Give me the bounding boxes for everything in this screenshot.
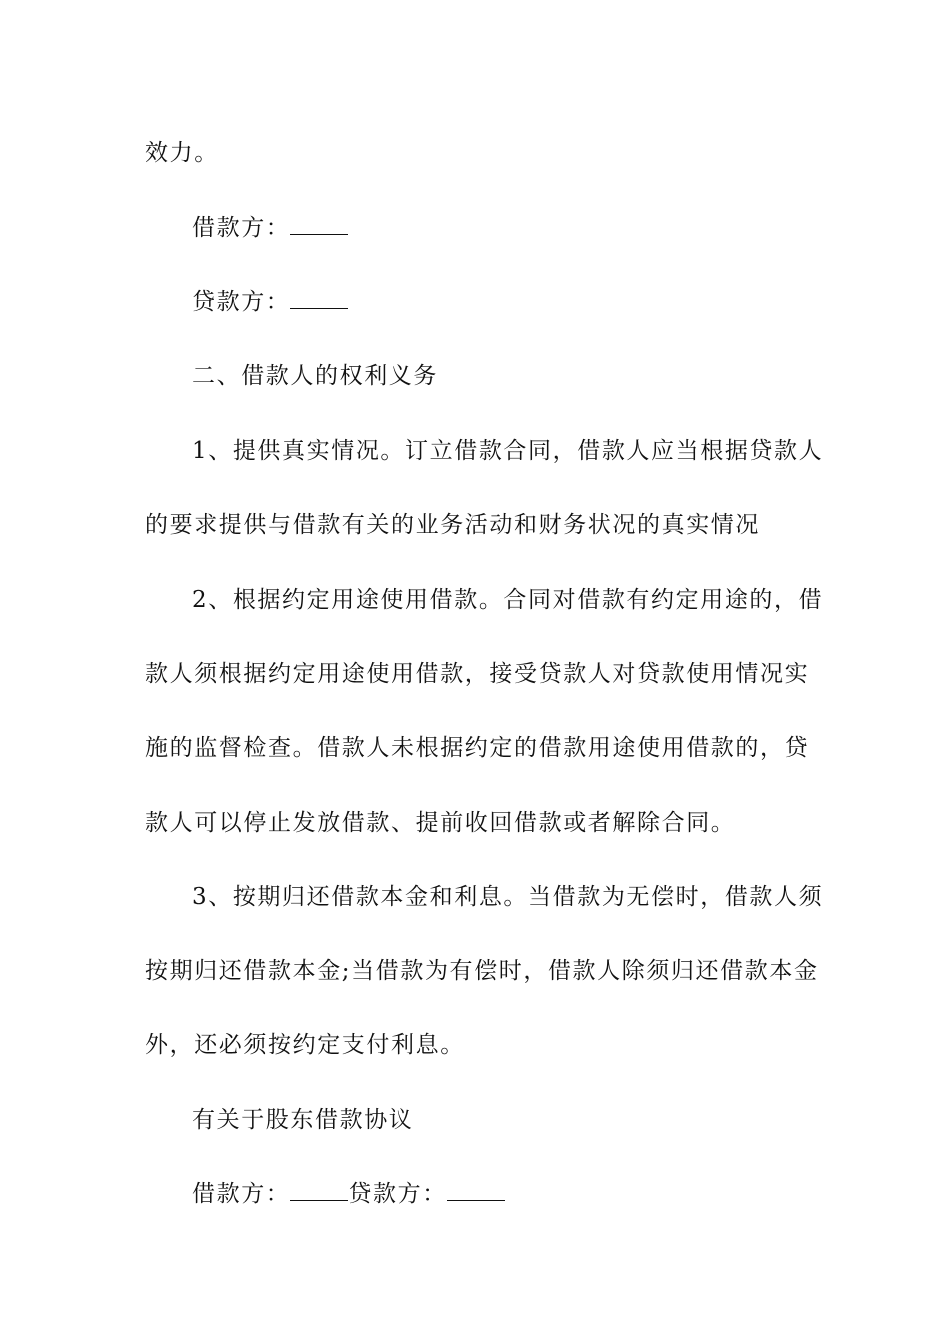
text-line: 1、提供真实情况。订立借款合同，借款人应当根据贷款人 (192, 438, 824, 464)
lender-signature-line (192, 282, 812, 322)
lender-label: 贷款方： (348, 1181, 447, 1207)
text-line: 款人须根据约定用途使用借款，接受贷款人对贷款使用情况实 (145, 661, 810, 687)
text-line: 3、按期归还借款本金和利息。当借款为无偿时，借款人须 (192, 884, 824, 910)
section-heading: 二、借款人的权利义务 (192, 363, 438, 389)
text-line: 2、根据约定用途使用借款。合同对借款有约定用途的，借 (192, 587, 824, 613)
text-line: 的要求提供与借款有关的业务活动和财务状况的真实情况 (145, 512, 760, 538)
lender-blank (447, 1180, 505, 1201)
text-line: 按期归还借款本金;当借款为有偿时，借款人除须归还借款本金 (145, 958, 819, 984)
borrower-label: 借款方： (192, 215, 291, 241)
signature-line (192, 1174, 812, 1214)
borrower-label: 借款方： (192, 1181, 291, 1207)
lender-label: 贷款方： (192, 289, 291, 315)
borrower-signature-line (192, 208, 812, 248)
text-line: 效力。 (145, 140, 219, 166)
text-line: 款人可以停止发放借款、提前收回借款或者解除合同。 (145, 810, 736, 836)
borrower-blank (290, 1180, 348, 1201)
lender-blank (290, 288, 348, 309)
text-line: 施的监督检查。借款人未根据约定的借款用途使用借款的，贷 (145, 735, 810, 761)
agreement-title: 有关于股东借款协议 (192, 1107, 414, 1133)
text-line: 外，还必须按约定支付利息。 (145, 1032, 465, 1058)
borrower-blank (290, 214, 348, 235)
